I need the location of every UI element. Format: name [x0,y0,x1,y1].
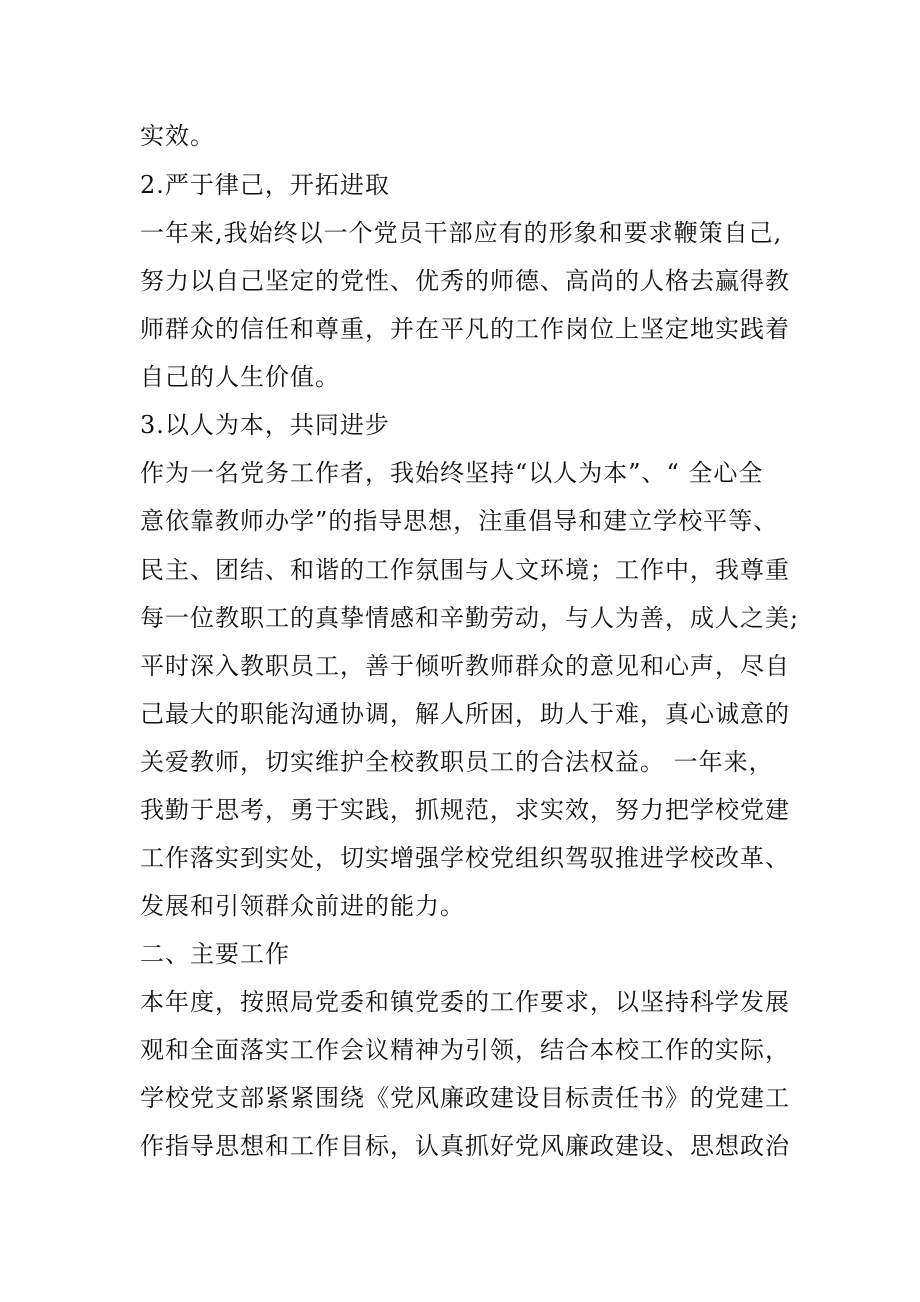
text-line: 意依靠教师办学”的指导思想，注重倡导和建立学校平等、 [140,507,779,535]
section-heading: 二、主要工作 [140,940,290,968]
text-line: 实效。 [140,122,215,150]
text-line: 工作落实到实处，切实增强学校党组织驾驭推进学校改革、 [140,844,790,872]
text-line: 我勤于思考，勇于实践，抓规范，求实效，努力把学校党建 [140,796,790,824]
text-line: 本年度，按照局党委和镇党委的工作要求，以坚持科学发展 [140,988,790,1016]
text-line: 民主、团结、和谐的工作氛围与人文环境；工作中，我尊重 [140,556,790,584]
text-line: 学校党支部紧紧围绕《党风廉政建设目标责任书》的党建工 [140,1084,790,1112]
text-line: 每一位教职工的真挚情感和辛勤劳动，与人为善，成人之美; [140,604,800,632]
text-line: 师群众的信任和尊重，并在平凡的工作岗位上坚定地实践着 [140,315,790,343]
text-line: 作为一名党务工作者，我始终坚持“以人为本”、“ 全心全 [140,459,764,487]
text-line: 发展和引领群众前进的能力。 [140,892,465,920]
text-line: 关爱教师，切实维护全校教职员工的合法权益。 一年来， [140,748,774,776]
text-line: 平时深入教职员工，善于倾听教师群众的意见和心声，尽自 [140,652,790,680]
text-line: 观和全面落实工作会议精神为引领，结合本校工作的实际， [140,1036,790,1064]
section-heading: 2.严于律己，开拓进取 [140,171,390,199]
text-line: 一年来,我始终以一个党员干部应有的形象和要求鞭策自己, [140,219,783,247]
text-line: 作指导思想和工作目标，认真抓好党风廉政建设、思想政治 [140,1132,790,1160]
text-line: 己最大的职能沟通协调，解人所困，助人于难，真心诚意的 [140,700,790,728]
text-line: 自己的人生价值。 [140,363,340,391]
section-heading: 3.以人为本，共同进步 [140,411,390,439]
text-line: 努力以自己坚定的党性、优秀的师德、高尚的人格去赢得教 [140,267,790,295]
